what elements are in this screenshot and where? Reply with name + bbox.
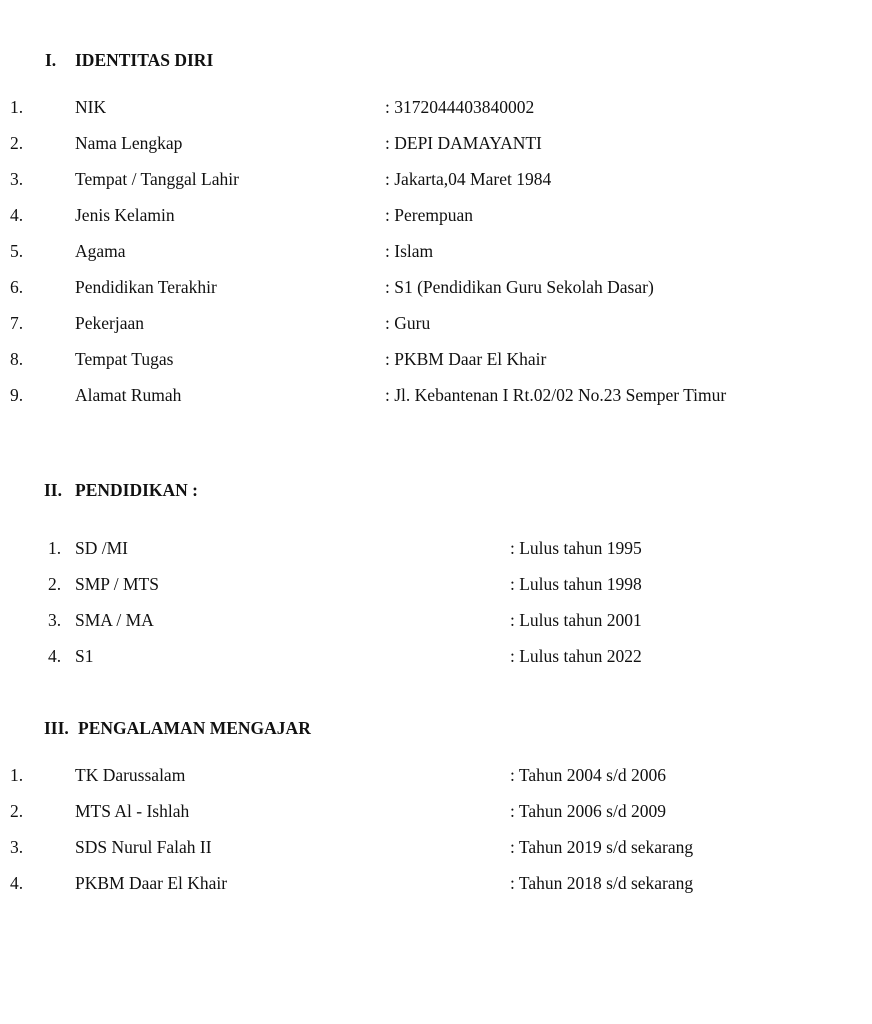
row-number: 1. (10, 96, 24, 117)
field-row (0, 89, 872, 125)
field-label: S1 (75, 645, 94, 666)
field-value: : 3172044403840002 (385, 96, 535, 117)
field-label: Alamat Rumah (75, 384, 182, 405)
field-label: SD /MI (75, 537, 128, 558)
field-row (0, 829, 872, 865)
row-number: 3. (48, 609, 62, 630)
field-value: : DEPI DAMAYANTI (385, 132, 542, 153)
row-number: 8. (10, 348, 24, 369)
row-number: 9. (10, 384, 24, 405)
field-row (0, 197, 872, 233)
field-label: Agama (75, 240, 126, 261)
section-numeral: II. (44, 480, 62, 500)
row-number: 2. (10, 132, 24, 153)
section-numeral: III. (44, 718, 69, 738)
section-heading-identitas-diri (0, 49, 872, 71)
field-label: TK Darussalam (75, 764, 186, 785)
section-title: PENGALAMAN MENGAJAR (78, 718, 311, 738)
field-row (0, 865, 872, 901)
row-number: 2. (10, 800, 24, 821)
field-value: : Islam (385, 240, 434, 261)
row-number: 1. (48, 537, 62, 558)
field-row (0, 305, 872, 341)
section-heading-pengalaman-mengajar (0, 717, 872, 739)
field-label: SMA / MA (75, 609, 154, 630)
field-row (0, 341, 872, 377)
row-number: 6. (10, 276, 24, 297)
field-value: : Jakarta,04 Maret 1984 (385, 168, 552, 189)
row-number: 2. (48, 573, 62, 594)
field-row (0, 530, 872, 566)
field-label: MTS Al - Ishlah (75, 800, 190, 821)
section-title: PENDIDIKAN : (75, 480, 198, 500)
field-label: SDS Nurul Falah II (75, 836, 212, 857)
field-label: Jenis Kelamin (75, 204, 175, 225)
field-value: : Lulus tahun 2022 (510, 645, 642, 666)
field-row (0, 638, 872, 674)
field-label: NIK (75, 96, 107, 117)
field-value: : PKBM Daar El Khair (385, 348, 547, 369)
field-row (0, 161, 872, 197)
field-value: : Lulus tahun 1995 (510, 537, 642, 558)
section-heading-pendidikan (0, 479, 872, 501)
field-row (0, 233, 872, 269)
section-numeral: I. (45, 50, 57, 70)
row-number: 7. (10, 312, 24, 333)
row-number: 4. (10, 872, 24, 893)
field-value: : Tahun 2004 s/d 2006 (510, 764, 666, 785)
field-value: : Lulus tahun 1998 (510, 573, 642, 594)
field-value: : S1 (Pendidikan Guru Sekolah Dasar) (385, 276, 654, 297)
field-row (0, 757, 872, 793)
field-label: Tempat Tugas (75, 348, 174, 369)
row-number: 3. (10, 168, 24, 189)
field-value: : Jl. Kebantenan I Rt.02/02 No.23 Semper Timur (385, 384, 727, 405)
field-value: : Tahun 2019 s/d sekarang (510, 836, 694, 857)
field-row (0, 377, 872, 413)
field-label: SMP / MTS (75, 573, 159, 594)
field-label: PKBM Daar El Khair (75, 872, 228, 893)
row-number: 5. (10, 240, 24, 261)
row-number: 3. (10, 836, 24, 857)
pendidikan-list (0, 530, 872, 674)
field-value: : Guru (385, 312, 431, 333)
pengalaman-mengajar-list (0, 757, 872, 901)
field-row (0, 269, 872, 305)
field-row (0, 125, 872, 161)
field-row (0, 566, 872, 602)
field-value: : Perempuan (385, 204, 473, 225)
row-number: 4. (48, 645, 62, 666)
field-label: Pendidikan Terakhir (75, 276, 217, 297)
field-row (0, 793, 872, 829)
field-value: : Tahun 2006 s/d 2009 (510, 800, 666, 821)
field-row (0, 602, 872, 638)
field-label: Tempat / Tanggal Lahir (75, 168, 239, 189)
identitas-diri-list (0, 89, 872, 413)
field-label: Pekerjaan (75, 312, 144, 333)
field-value: : Lulus tahun 2001 (510, 609, 642, 630)
row-number: 4. (10, 204, 24, 225)
row-number: 1. (10, 764, 24, 785)
field-value: : Tahun 2018 s/d sekarang (510, 872, 694, 893)
section-title: IDENTITAS DIRI (75, 50, 214, 70)
field-label: Nama Lengkap (75, 132, 183, 153)
